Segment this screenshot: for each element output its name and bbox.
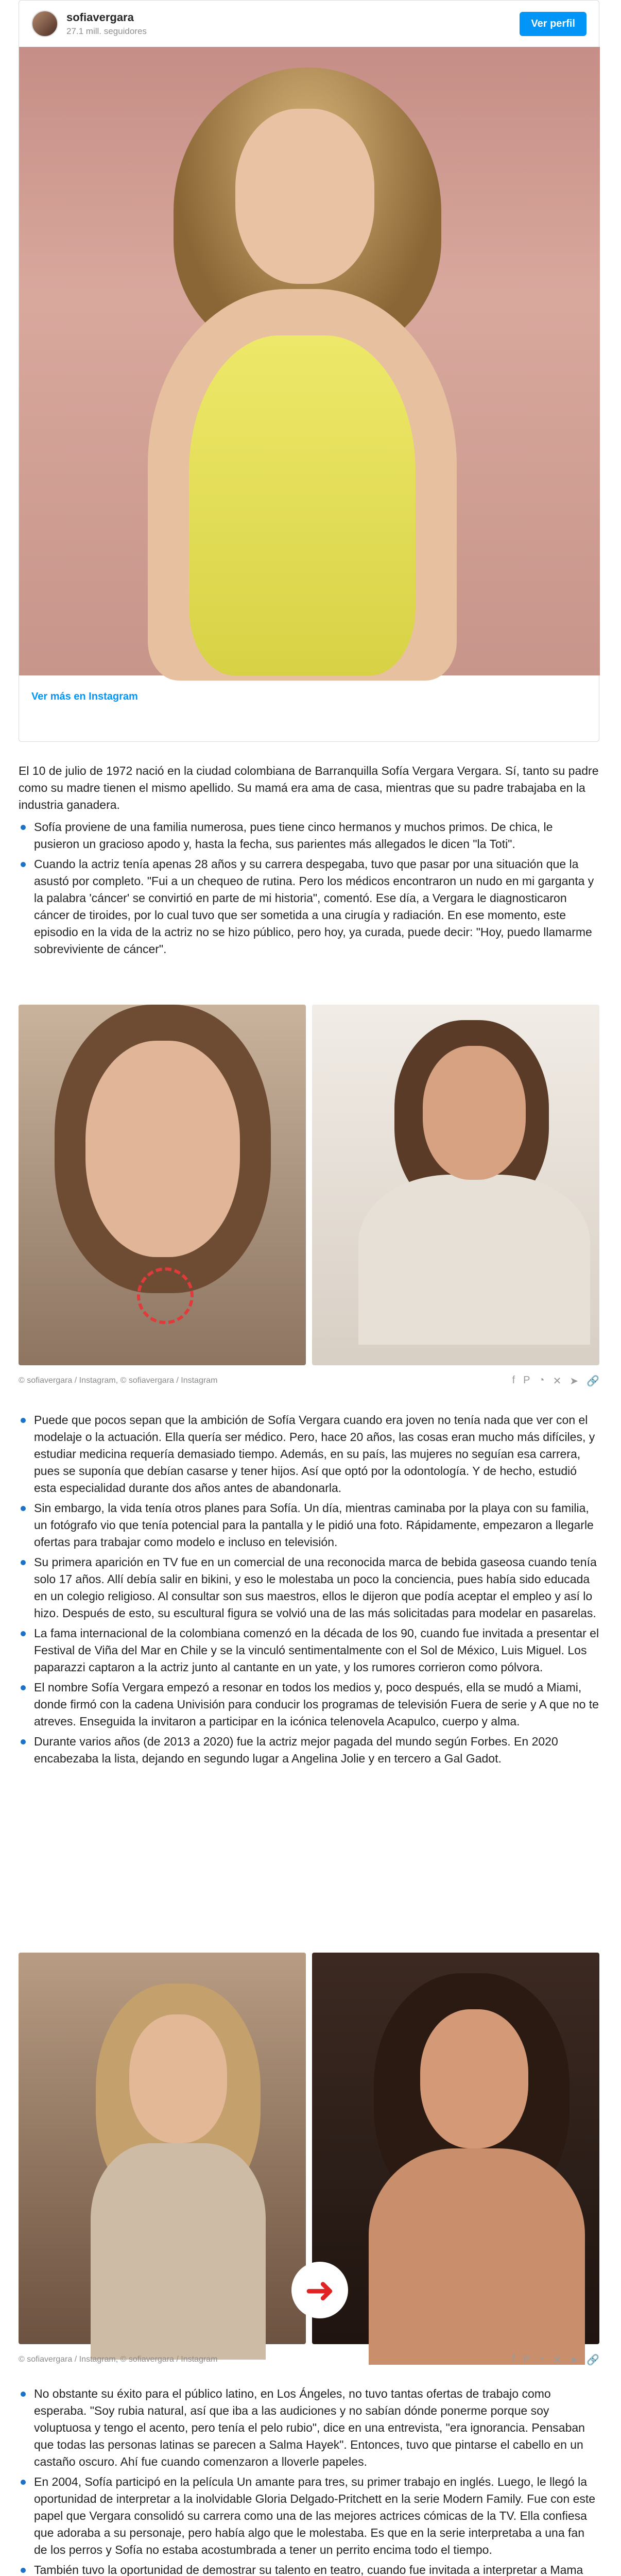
share-icons [512,2353,599,2366]
image-pair-2 [19,1953,599,2344]
list-item: Durante varios años (de 2013 a 2020) fue la actriz mejor pagada del mundo según Forbes. En 2020 encabezaba la lista, dejando en segundo lugar a Angelina Jolie y en tercero a Gal Gadot. [19,1733,599,1767]
link-icon[interactable]: 🔗 [586,2354,599,2366]
intro-paragraph: El 10 de julio de 1972 nació en la ciudad colombiana de Barranquilla Sofía Vergara Vergara. Sí, tanto su padre como su madre tienen el mismo apellido. Su mamá era ama de casa, mientras que su padre trabajaba en la industria ganadera. [19,764,599,811]
whatsapp-icon[interactable]: ◔ [538,2353,545,2365]
list-item: Puede que pocos sepan que la ambición de Sofía Vergara cuando era joven no tenía nada que ver con el modelaje o la actuación. Ella quería ser médico. Pero, hace 20 años, las cosas eran mucho más difíciles, y estudiar medicina requería demasiado tiempo. Además, en su país, las mujeres no seguían esa carrera, pues se suponía que debían casarse y tener hijos. Así que optó por la odontología. Y de hecho, estudió esta especialidad durante dos años antes de abandonarla. [19,1412,599,1497]
link-icon[interactable]: 🔗 [586,1375,599,1387]
pinterest-icon[interactable]: P [523,1374,530,1386]
telegram-icon[interactable]: ➤ [570,2354,579,2366]
photo-sofia-current[interactable] [312,1005,599,1365]
pinterest-icon[interactable]: P [523,2353,530,2365]
list-item: En 2004, Sofía participó en la película Un amante para tres, su primer trabajo en inglés. Luego, le llegó la oportunidad de interpretar a la inolvidable Gloria Delgado-Pritchett en la serie Modern Family. Fue con este papel que Vergara consolidó su carrera como una de las mejores actrices cómicas de la TV. Ella confiesa que adoraba a su personaje, pero había algo que le molestaba. Es que en la serie interpretaba a una fan de los perros y Sofía no estaba acostumbrada a tener un perrito encima todo el tiempo. [19,2473,599,2558]
instagram-user-info [66,11,511,37]
instagram-header [19,1,599,47]
career-section [19,1412,599,1767]
list-item: La fama internacional de la colombiana comenzó en la década de los 90, cuando fue invitada a presentar el Festival de Viña del Mar en Chile y se la vinculó sentimentalmente con el Sol de México, Luis Miguel. Los paparazzi captaron a la actriz junto al cantante en un yate, y los rumores corrieron como pólvora. [19,1625,599,1676]
facebook-icon[interactable]: f [512,2353,515,2365]
image-credit: © sofiavergara / Instagram, © sofiavergara / Instagram [19,2355,218,2364]
telegram-icon[interactable]: ➤ [570,1375,579,1387]
hollywood-section [19,2385,599,2576]
twitter-icon[interactable]: ✕ [553,2354,562,2366]
instagram-followers: 27.1 mill. seguidores [66,26,147,36]
highlight-circle-icon [137,1267,194,1324]
facebook-icon[interactable]: f [512,1374,515,1386]
image-pair-1 [19,1005,599,1365]
photo-young-sofia[interactable] [19,1005,306,1365]
list-item: Su primera aparición en TV fue en un comercial de una reconocida marca de bebida gaseosa cuando tenía solo 17 años. Allí debía salir en bikini, y eso le molestaba un poco la conciencia, pues había sido educada en un colegio religioso. Al consultar son sus maestros, ellos le dijeron que podía aceptar el empleo y así lo hizo. Después de esto, su escultural figura se volvió una de las más solicitadas para modelar en pasarelas. [19,1554,599,1622]
arrow-right-icon: ➜ [291,2262,348,2318]
image-credit-row-1 [19,1373,599,1388]
twitter-icon[interactable]: ✕ [553,1375,562,1387]
share-icons [512,1375,599,1387]
instagram-username[interactable]: sofiavergara [66,11,134,24]
photo-sofia-brunette[interactable] [304,1953,599,2344]
image-credit-row-2 [19,2352,599,2367]
list-item: No obstante su éxito para el público latino, en Los Ángeles, no tuvo tantas ofertas de trabajo como esperaba. "Soy rubia natural, así que iba a las audiciones y no sabían dónde ponerme porque soy voluptuosa y tengo el acento, pero tenía el pelo rubio", dice en una entrevista, "era ignorancia. Pensaban que todas las personas latinas se parecen a Salma Hayek". Entonces, tuvo que pintarse el cabello en un castaño oscuro. Ahí fue cuando comenzaron a lloverle papeles. [19,2385,599,2470]
whatsapp-icon[interactable]: ◔ [538,1374,545,1386]
list-item: Sin embargo, la vida tenía otros planes para Sofía. Un día, mientras caminaba por la playa con su familia, un fotógrafo vio que tenía potencial para la pantalla y le pidió una foto. Rápidamente, empezaron a llegarle ofertas para trabajar como modelo e incluso en televisión. [19,1500,599,1551]
list-item: Cuando la actriz tenía apenas 28 años y su carrera despegaba, tuvo que pasar por una situación que la asustó por completo. "Fui a un chequeo de rutina. Pero los médicos encontraron un nudo en mi garganta y la palabra 'cáncer' se convirtió en parte de mi historia", comentó. Ese día, a Vergara le diagnosticaron cáncer de tiroides, por lo cual tuvo que ser sometida a una cirugía y radiación. En ese momento, este episodio en la vida de la actriz no se hizo público, pero hoy, ya curada, puede decir: "Hoy, puedo llamarme sobreviviente de cáncer". [19,856,599,958]
instagram-photo[interactable] [19,47,600,675]
list-item: Sofía proviene de una familia numerosa, pues tiene cinco hermanos y muchos primos. De chica, le pusieron un gracioso apodo y, hasta la fecha, sus parientes más allegados le dicen "la Toti". [19,819,599,853]
view-more-instagram-link[interactable]: Ver más en Instagram [31,691,138,702]
avatar[interactable] [31,10,58,37]
view-profile-button[interactable]: Ver perfil [520,12,586,36]
list-item: También tuvo la oportunidad de demostrar su talento en teatro, cuando fue invitada a interpretar a Mama [19,2562,599,2576]
instagram-embed [19,0,599,742]
photo-sofia-blonde[interactable] [19,1953,306,2344]
list-item: El nombre Sofía Vergara empezó a resonar en todos los medios y, poco después, ella se mudó a Miami, donde firmó con la cadena Univisión para conducir los programas de televisión Fuera de serie y A que no te atreves. Enseguida la invitaron a participar en la icónica telenovela Acapulco, cuerpo y alma. [19,1679,599,1730]
image-credit: © sofiavergara / Instagram, © sofiavergara / Instagram [19,1376,218,1385]
intro-section [19,762,599,958]
